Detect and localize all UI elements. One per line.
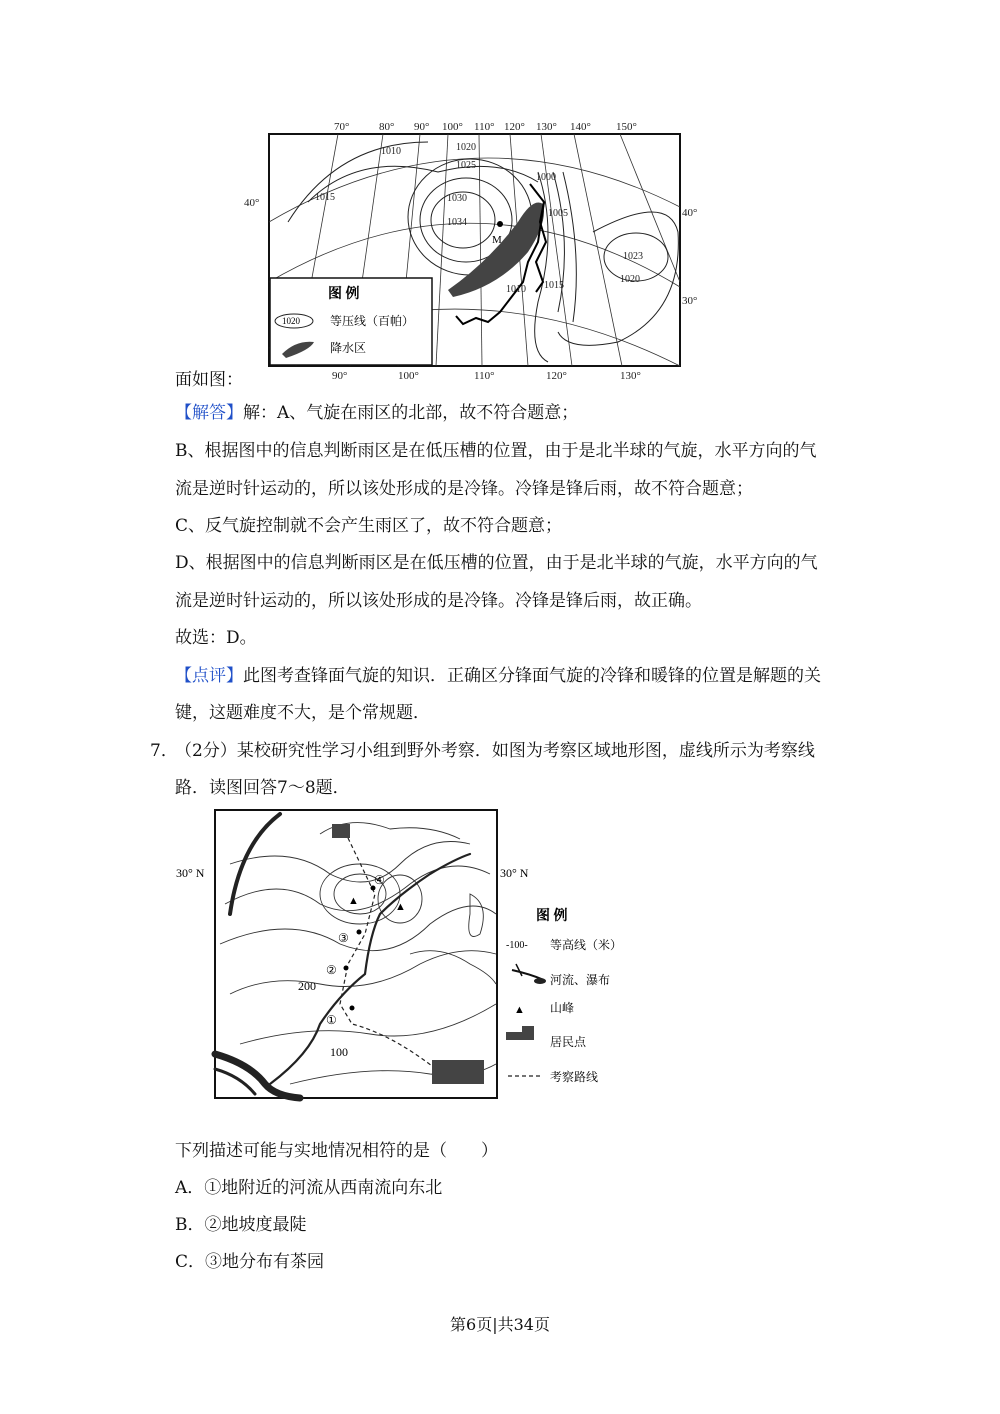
isobar-label: 1005 [548, 208, 568, 219]
answer-c: C、反气旋控制就不会产生雨区了，故不符合题意； [175, 516, 563, 536]
topographic-map-figure [170, 804, 640, 1102]
legend-title: 图 例 [328, 287, 360, 302]
isobar-label: 1015 [315, 192, 335, 203]
point-m-label: M [492, 234, 502, 246]
answer-b-line1: B、根据图中的信息判断雨区是在低压槽的位置，由于是北半球的气旋，水平方向的气 [175, 441, 817, 461]
legend-isobar-sample: 1020 [282, 316, 300, 326]
answer-tag: 【解答】 [175, 403, 243, 423]
isobar-label: 1010 [506, 284, 526, 295]
point-label-3: ③ [338, 931, 349, 945]
legend-label-settlement: 居民点 [550, 1035, 587, 1049]
top-lon-label: 130° [536, 121, 557, 133]
top-lon-label: 120° [504, 121, 525, 133]
point-label-2: ② [326, 963, 337, 977]
legend-settlement-swatch [506, 1026, 534, 1040]
question-7-line2: 路．读图回答7～8题． [175, 778, 350, 798]
answer-choice: 故选：D。 [175, 628, 257, 648]
point-label-4: ④ [374, 873, 385, 887]
question-stem: 下列描述可能与实地情况相符的是（ ） [175, 1141, 498, 1161]
top-lon-label: 100° [442, 121, 463, 133]
top-lon-label: 70° [334, 121, 350, 133]
top-lon-label: 110° [474, 121, 495, 133]
lat-label-right: 30° N [500, 866, 529, 880]
page-footer: 第6页|共34页 [450, 1315, 550, 1334]
weather-map-figure [238, 112, 698, 384]
answer-d-line2: 流是逆时针运动的，所以该处形成的是冷锋。冷锋是锋后雨，故正确。 [175, 591, 702, 611]
bottom-lon-label: 120° [546, 370, 567, 382]
isobar-label: 1034 [447, 217, 467, 228]
review-text: 此图考查锋面气旋的知识．正确区分锋面气旋的冷锋和暖锋的位置是解题的关 [243, 666, 821, 686]
answer-a: 解：A、气旋在雨区的北部，故不符合题意； [243, 403, 579, 423]
contour-label-100: 100 [330, 1045, 348, 1059]
option-a: A．①地附近的河流从西南流向东北 [175, 1178, 443, 1198]
settlement-north [332, 824, 350, 838]
bottom-lon-label: 100° [398, 370, 419, 382]
legend-label-route: 考察路线 [550, 1070, 599, 1084]
top-lon-label: 80° [379, 121, 395, 133]
bottom-lon-label: 110° [474, 370, 495, 382]
right-lat-label: 30° [682, 295, 698, 307]
settlement-south [432, 1060, 484, 1084]
answer-b-line2: 流是逆时针运动的，所以该处形成的是冷锋。冷锋是锋后雨，故不符合题意； [175, 479, 753, 499]
legend-label-peak: 山峰 [550, 1001, 575, 1015]
legend-label-contour: 等高线（米） [550, 938, 623, 952]
peak-icon: ▲ [348, 895, 359, 907]
top-lon-label: 150° [616, 121, 637, 133]
isobar-label: 1020 [456, 142, 476, 153]
legend-sample-peak: ▲ [514, 1004, 525, 1016]
isobar-label: 1023 [623, 251, 643, 262]
figure-caption-tail: 面如图： [175, 370, 243, 390]
topo-legend-title: 图 例 [536, 909, 568, 924]
isobar-label: 1025 [456, 160, 476, 171]
point-label-1: ① [326, 1013, 337, 1027]
isobar-label: 1010 [381, 146, 401, 157]
point-m [497, 221, 503, 227]
answer-d-line1: D、根据图中的信息判断雨区是在低压槽的位置，由于是北半球的气旋，水平方向的气 [175, 553, 818, 573]
review-tag: 【点评】 [175, 666, 243, 686]
option-b: B．②地坡度最陡 [175, 1215, 307, 1235]
topo-frame [215, 810, 497, 1098]
legend-rain-label: 降水区 [330, 341, 367, 355]
question-7-number: 7． [150, 741, 178, 761]
lat-label-left: 30° N [176, 866, 205, 880]
contour-label-200: 200 [298, 979, 316, 993]
review-line1 [175, 661, 821, 686]
legend-isobar-label: 等压线（百帕） [330, 314, 415, 328]
bottom-lon-label: 90° [332, 370, 348, 382]
isobar-label: 1000 [536, 172, 556, 183]
top-lon-label: 140° [570, 121, 591, 133]
answer-line-a [175, 398, 578, 423]
isobar-label: 1015 [544, 280, 564, 291]
top-lon-label: 90° [414, 121, 430, 133]
question-7-line1: （2分）某校研究性学习小组到野外考察．如图为考察区域地形图，虚线所示为考察线 [175, 741, 815, 761]
legend-sample-contour: -100- [506, 940, 528, 951]
review-line2: 键，这题难度不大，是个常规题． [175, 703, 430, 723]
legend-label-river: 河流、瀑布 [550, 973, 611, 987]
isobar-label: 1030 [447, 193, 467, 204]
option-c: C．③地分布有茶园 [175, 1252, 325, 1272]
left-lat-label: 40° [244, 197, 260, 209]
right-lat-label: 40° [682, 207, 698, 219]
bottom-lon-label: 130° [620, 370, 641, 382]
isobar-label: 1020 [620, 274, 640, 285]
peak-icon: ▲ [395, 901, 406, 913]
